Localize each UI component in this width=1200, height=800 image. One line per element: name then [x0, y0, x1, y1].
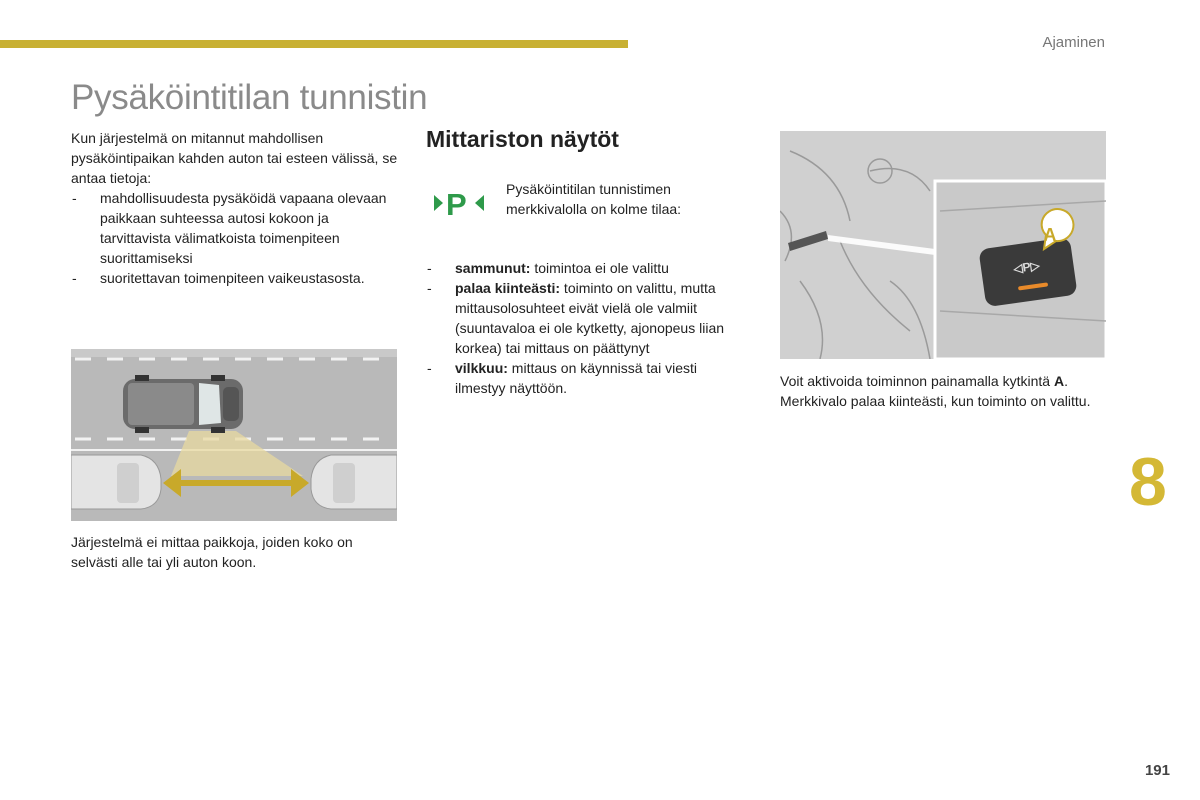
- intro-section: [71, 128, 401, 288]
- list-item: [426, 278, 751, 358]
- button-label: A: [1043, 225, 1057, 245]
- page-number: 191: [1144, 762, 1170, 779]
- state-term: sammunut:: [455, 260, 531, 276]
- svg-text:◁P▷: ◁P▷: [1012, 258, 1041, 276]
- page-title: Pysäköintitilan tunnistin: [71, 78, 428, 117]
- intro-text: Kun järjestelmä on mitannut mahdollisen pysäköintipaikan kahden auton tai esteen välissä, se antaa tietoja:: [71, 130, 398, 186]
- state-description: mittaus on käynnissä tai viesti ilmestyy näyttöön.: [455, 360, 697, 396]
- caption-button-ref: A: [1053, 373, 1065, 389]
- state-description: toiminto on valittu, mutta mittausolosuhteet eivät vielä ole valmiit (suuntavaloa ei ole kytketty, ajonopeus liian korkea) tai mittaus on päättynyt: [455, 280, 725, 356]
- indicator-description: Pysäköintitilan tunnistimen merkkivalolla on kolme tilaa:: [506, 181, 682, 217]
- displays-heading: Mittariston näytöt: [426, 126, 619, 152]
- figure-caption: Järjestelmä ei mittaa paikkoja, joiden koko on selvästi alle tai yli auton koon.: [71, 534, 353, 570]
- parking-sensor-indicator-icon: [434, 185, 488, 221]
- svg-text:P: P: [446, 187, 467, 221]
- state-term: vilkkuu:: [455, 360, 508, 376]
- indicator-states-list: [426, 258, 751, 398]
- list-item: - mahdollisuudesta pysäköidä vapaana olevaan paikkaan suhteessa autosi kokoon ja tarvittavista välimatkoista toimenpiteen suorittamiseksi: [71, 188, 401, 268]
- header-accent-bar: [0, 40, 628, 48]
- dashboard-button-illustration: [780, 131, 1106, 359]
- chapter-number: 8: [1129, 444, 1167, 520]
- parked-car-left: [71, 455, 161, 509]
- state-description: toimintoa ei ole valittu: [530, 260, 669, 276]
- measuring-car: [123, 375, 243, 433]
- caption-text: . Merkkivalo palaa kiinteästi, kun toiminto on valittu.: [780, 373, 1091, 409]
- section-title: Ajaminen: [1042, 34, 1105, 51]
- list-item: - suoritettavan toimenpiteen vaikeustasosta.: [71, 268, 401, 288]
- intro-list: [71, 188, 401, 288]
- state-term: palaa kiinteästi:: [455, 280, 561, 296]
- caption-text: Voit aktivoida toiminnon painamalla kytkintä: [780, 373, 1054, 389]
- parked-car-right: [311, 455, 397, 509]
- list-item: [426, 358, 751, 398]
- button-caption: [780, 371, 1110, 411]
- parking-measurement-illustration: [71, 349, 397, 521]
- list-item: [426, 258, 751, 278]
